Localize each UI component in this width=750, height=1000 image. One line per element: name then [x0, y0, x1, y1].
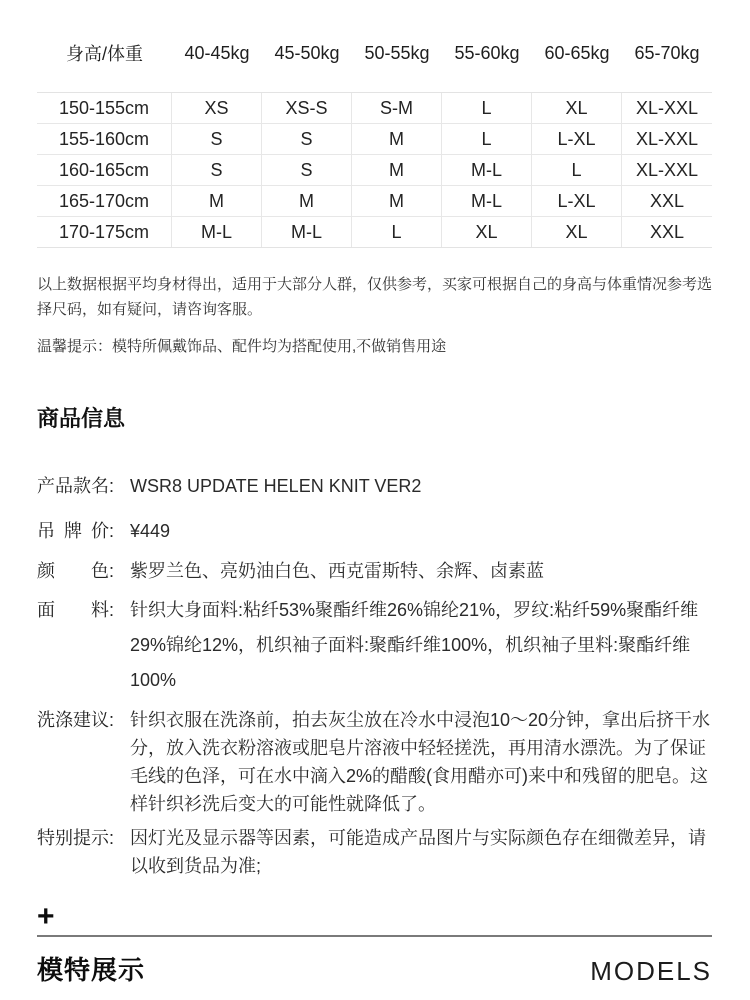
models-title-en: MODELS: [590, 956, 712, 986]
product-field-value: ¥449: [130, 521, 171, 541]
size-disclaimer-text: 以上数据根据平均身材得出，适用于大部分人群，仅供参考，买家可根据自己的身高与体重情况参考选择尺码，如有疑问，请咨询客服。: [37, 276, 713, 318]
size-chart-header-cell: 40-45kg: [184, 42, 250, 63]
size-chart-cell: L-XL: [532, 186, 622, 217]
product-field-value: 针织大身面料:粘纤53%聚酯纤维26%锦纶21%，罗纹:粘纤59%聚酯纤维29%锦纶12%，机织袖子面料:聚酯纤维100%，机织袖子里料:聚酯纤维100%: [130, 600, 699, 690]
size-chart-cell: XS-S: [262, 93, 352, 124]
size-chart-header-cell: 55-60kg: [454, 42, 520, 63]
product-info-fields: [37, 473, 712, 880]
product-field-row: [37, 593, 712, 698]
size-chart-cell: M-L: [172, 217, 262, 247]
size-chart-row-header: 165-170cm: [37, 186, 172, 217]
product-field-label: 产品款名:: [37, 476, 115, 496]
size-chart-cell: M: [352, 155, 442, 186]
product-field-row: [37, 473, 712, 500]
product-field-row: [37, 558, 712, 585]
size-chart-cell: L: [352, 217, 442, 247]
product-field-row: [37, 518, 712, 545]
size-chart-cell: S: [262, 155, 352, 186]
product-field-label: 洗涤建议:: [37, 710, 115, 730]
size-chart-cell: M-L: [262, 217, 352, 247]
size-chart-cell: XL-XXL: [622, 93, 712, 124]
size-chart-cell: XL: [532, 217, 622, 247]
size-chart-row-header: 150-155cm: [37, 93, 172, 124]
size-chart-cell: S: [172, 124, 262, 155]
product-field-label: 颜 色:: [37, 561, 115, 581]
size-chart-cell: M-L: [442, 155, 532, 186]
warm-tip-text: 温馨提示：模特所佩戴饰品、配件均为搭配使用,不做销售用途: [37, 338, 447, 355]
product-field-value: 紫罗兰色、亮奶油白色、西克雷斯特、余辉、卤素蓝: [130, 561, 544, 581]
size-chart-header-row: [37, 38, 712, 68]
size-chart-header-cell: 身高/体重: [65, 44, 143, 64]
product-info-heading: 商品信息: [37, 406, 126, 431]
size-chart-header-cell: 50-55kg: [364, 42, 430, 63]
size-chart-cell: XXL: [622, 186, 712, 217]
product-field-label: 特别提示:: [37, 828, 115, 848]
size-chart-cell: L: [442, 93, 532, 124]
product-field-value: WSR8 UPDATE HELEN KNIT VER2: [130, 476, 422, 496]
size-chart-cell: M: [262, 186, 352, 217]
size-chart-cell: M: [352, 124, 442, 155]
size-chart-cell: XL-XXL: [622, 155, 712, 186]
size-chart-cell: L: [442, 124, 532, 155]
size-chart-cell: XL: [442, 217, 532, 247]
size-chart-cell: XL-XXL: [622, 124, 712, 155]
models-title-cn: 模特展示: [37, 955, 146, 985]
size-chart-cell: M-L: [442, 186, 532, 217]
size-chart-row-header: 160-165cm: [37, 155, 172, 186]
models-section: [37, 900, 712, 987]
size-chart-cell: M: [172, 186, 262, 217]
size-chart-header-cell: 45-50kg: [274, 42, 340, 63]
size-chart-cell: L-XL: [532, 124, 622, 155]
size-chart-cell: XS: [172, 93, 262, 124]
size-chart-row-header: 155-160cm: [37, 124, 172, 155]
size-chart-header-cell: 60-65kg: [544, 42, 610, 63]
size-chart-cell: L: [532, 155, 622, 186]
size-chart-cell: S: [262, 124, 352, 155]
size-chart-row-header: 170-175cm: [37, 217, 172, 247]
product-field-value: 针织衣服在洗涤前，拍去灰尘放在冷水中浸泡10～20分钟，拿出后挤干水分，放入洗衣粉溶液或肥皂片溶液中轻轻搓洗，再用清水漂洗。为了保证毛线的色泽，可在水中滴入2%的醋酸(食用醋亦可)来中和残留的肥皂。这样针织衫洗后变大的可能性就降低了。: [130, 710, 711, 814]
size-chart-cell: XXL: [649, 221, 685, 242]
size-chart-cell: S-M: [352, 93, 442, 124]
size-chart-cell: XL: [532, 93, 622, 124]
product-field-row: [37, 824, 712, 880]
size-chart-cell: S: [172, 155, 262, 186]
size-chart-header-cell: 65-70kg: [634, 42, 700, 63]
product-field-row: [37, 706, 712, 818]
size-chart-cell: M: [352, 186, 442, 217]
product-field-value: 因灯光及显示器等因素，可能造成产品图片与实际颜色存在细微差异，请以收到货品为准;: [130, 828, 706, 876]
models-title-row: [37, 950, 712, 987]
section-divider: [37, 935, 712, 937]
plus-icon: +: [37, 900, 55, 933]
product-field-label: 面 料:: [37, 600, 115, 620]
size-chart-table: [37, 92, 712, 248]
product-field-label: 吊 牌 价:: [37, 521, 115, 541]
